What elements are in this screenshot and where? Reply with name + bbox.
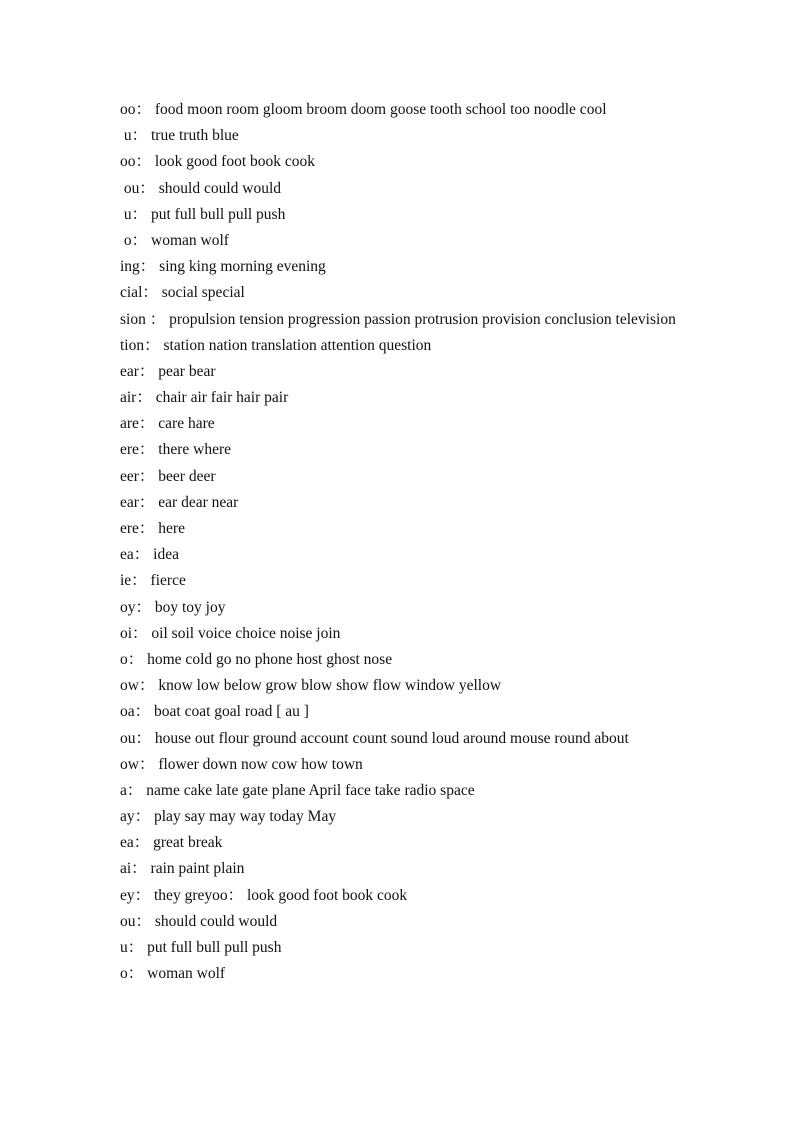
list-item: ea： great break [120,834,223,852]
list-item: tion： station nation translation attention question [120,336,432,354]
list-item: ie： fierce [120,572,186,590]
list-item: eer： beer deer [120,467,216,485]
list-item: ou： should could would [120,912,278,930]
list-item: u： put full bull pull push [120,205,286,223]
list-item: o： home cold go no phone host ghost nose [120,650,393,668]
list-item: ea： idea [120,546,179,564]
list-item: ear： pear bear [120,362,216,380]
list-item: ou： should could would [120,179,282,197]
list-item: ey： they greyoo： look good foot book cook [120,886,408,904]
list-item: oo： food moon room gloom broom doom goose tooth school too noodle cool [120,101,607,118]
list-item: ou： house out flour ground account count sound loud around mouse round about [120,729,629,747]
list-item: oi： oil soil voice choice noise join [120,624,341,642]
phonics-word-list [120,97,680,987]
list-item: ere： here [120,520,185,538]
list-item: ere： there where [120,441,232,459]
list-item: u： put full bull pull push [120,939,282,957]
list-item: oo： look good foot book cook [120,153,316,171]
list-item: ow： know low below grow blow show flow window yellow [120,677,502,695]
list-item: oy： boy toy joy [120,598,226,616]
list-item: ai： rain paint plain [120,860,245,878]
list-item: sion ： propulsion tension progression passion protrusion provision conclusion television [120,310,676,328]
list-item: ay： play say may way today May [120,808,337,826]
list-item: ear： ear dear near [120,493,239,511]
list-item: a： name cake late gate plane April face take radio space [120,781,475,799]
list-item: o： woman wolf [120,231,229,249]
list-item: ing： sing king morning evening [120,258,326,276]
list-item: ow： flower down now cow how town [120,755,363,773]
list-item: air： chair air fair hair pair [120,389,289,407]
list-item: cial： social special [120,284,245,302]
list-item: are： care hare [120,415,215,433]
list-item: oa： boat coat goal road [ au ] [120,703,309,721]
list-item: o： woman wolf [120,965,226,983]
list-item: u： true truth blue [120,127,239,145]
